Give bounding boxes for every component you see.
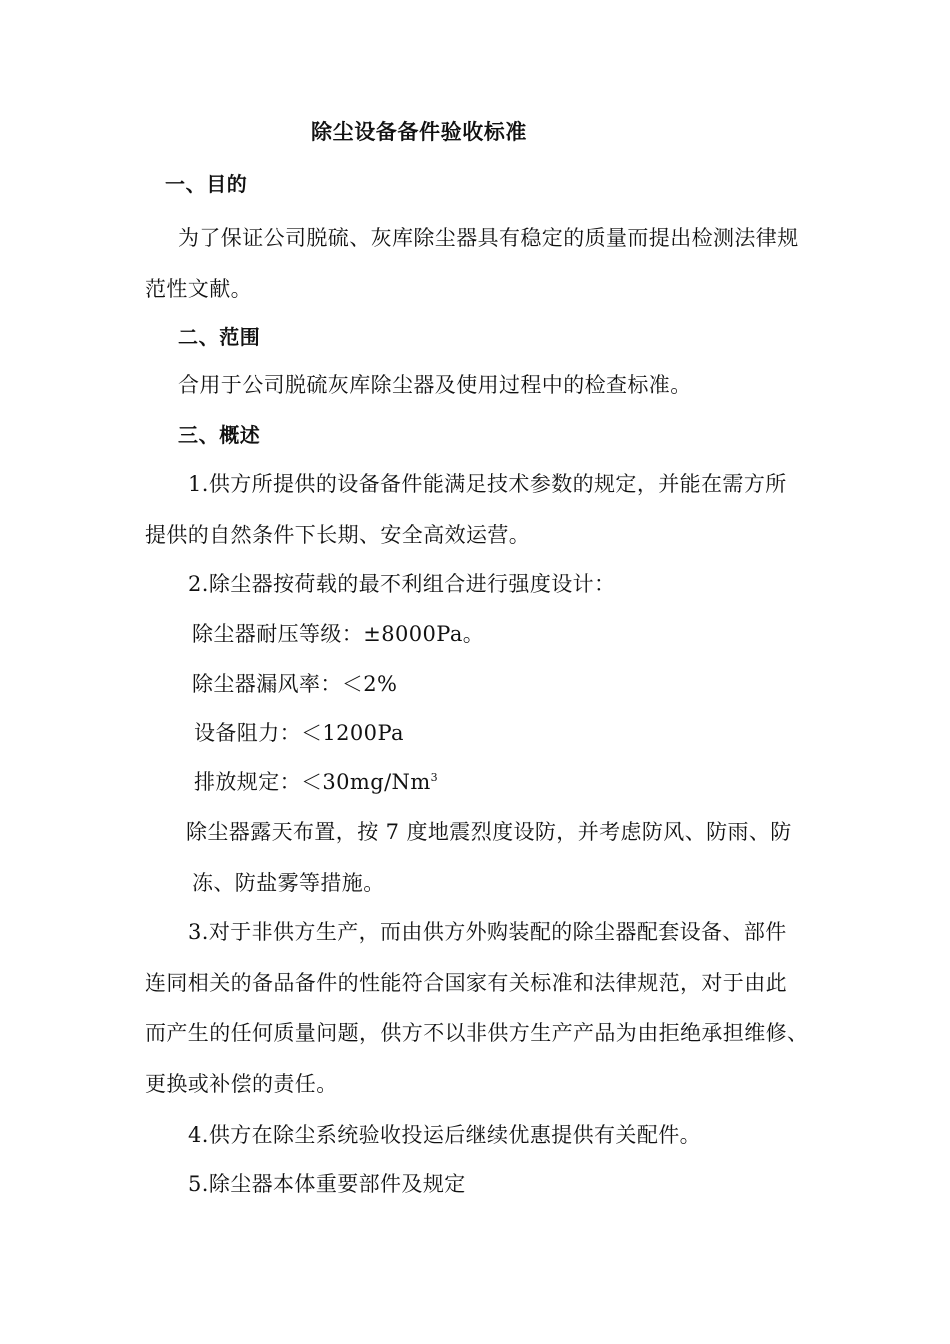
overview-item-3-line-2: 连同相关的备品备件的性能符合国家有关标准和法律规范，对于由此: [145, 971, 787, 995]
document-title: 除尘设备备件验收标准: [311, 120, 527, 144]
spec-resistance: 设备阻力：＜1200Pa: [194, 721, 404, 745]
overview-item-4: 4.供方在除尘系统验收投运后继续优惠提供有关配件。: [188, 1123, 702, 1147]
section-heading-overview: 三、概述: [178, 423, 261, 447]
spec-air-leakage: 除尘器漏风率：＜2%: [192, 672, 398, 696]
overview-item-3-line-4: 更换或补偿的责任。: [145, 1072, 338, 1096]
overview-item-2: 2.除尘器按荷载的最不利组合进行强度设计：: [188, 572, 616, 596]
section-heading-scope: 二、范围: [178, 325, 261, 349]
overview-item-3-line-3: 而产生的任何质量问题，供方不以非供方生产产品为由拒绝承担维修、: [145, 1021, 809, 1045]
overview-item-3-line-1: 3.对于非供方生产，而由供方外购装配的除尘器配套设备、部件: [188, 920, 787, 944]
overview-item-5: 5.除尘器本体重要部件及规定: [188, 1172, 466, 1196]
outdoor-layout-line-1: 除尘器露天布置，按 7 度地震烈度设防，并考虑防风、防雨、防: [186, 820, 792, 844]
overview-item-1-line-1: 1.供方所提供的设备备件能满足技术参数的规定，并能在需方所: [188, 472, 787, 496]
purpose-text-line-1: 为了保证公司脱硫、灰库除尘器具有稳定的质量而提出检测法律规: [178, 226, 799, 250]
spec-emission-superscript: 3: [430, 771, 439, 784]
spec-emission: [194, 768, 438, 796]
spec-pressure-rating: 除尘器耐压等级：±8000Pa。: [192, 622, 485, 646]
purpose-text-line-2: 范性文献。: [145, 277, 252, 301]
outdoor-layout-line-2: 冻、防盐雾等措施。: [192, 871, 385, 895]
overview-item-1-line-2: 提供的自然条件下长期、安全高效运营。: [145, 523, 531, 547]
spec-emission-text: 排放规定：＜30mg/Nm: [194, 770, 431, 794]
section-heading-purpose: 一、目的: [165, 172, 248, 196]
scope-text: 合用于公司脱硫灰库除尘器及使用过程中的检查标准。: [178, 373, 692, 397]
